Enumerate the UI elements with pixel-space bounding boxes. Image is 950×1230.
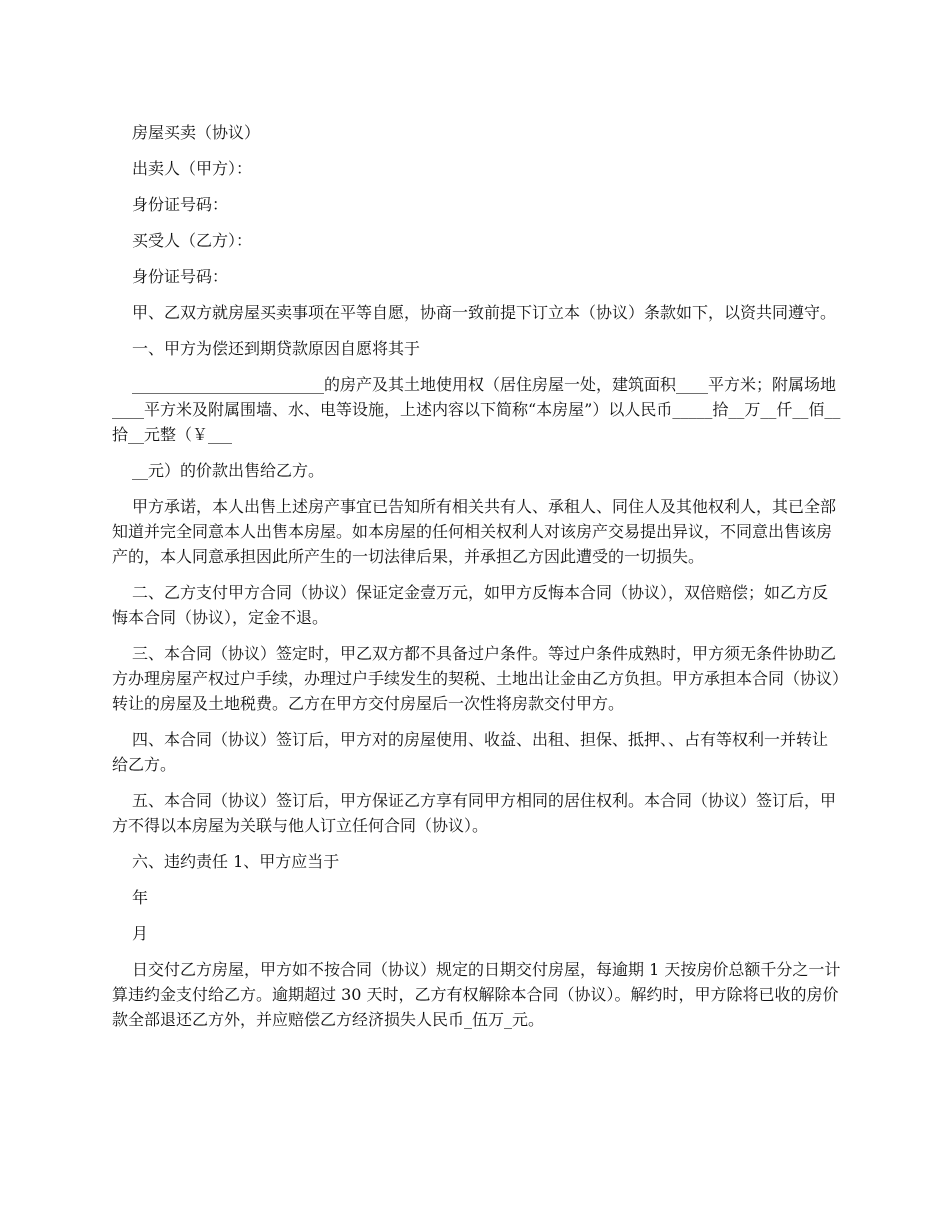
document-page: [112, 120, 842, 1043]
seller-id-label: 身份证号码：: [132, 195, 229, 214]
clause-3-transfer: 三、本合同（协议）签定时，甲乙双方都不具备过户条件。等过户条件成熟时，甲方须无条件协助乙方办理房屋产权过户手续，办理过户手续发生的契税、土地出让金由乙方负担。甲方承担本合同（协议）转让的房屋及土地税费。乙方在甲方交付房屋后一次性将房款交付甲方。: [112, 644, 841, 713]
buyer-id-label: 身份证号码：: [132, 267, 229, 286]
clause-1-property: ________________________的房产及其土地使用权（居住房屋一处，建筑面积____平方米；附属场地____平方米及附属围墙、水、电等设施，上述内容以下简称“本房屋”）以人民币_____拾__万__仟__佰__拾__元整（￥___: [112, 375, 841, 444]
preamble-paragraph: 甲、乙双方就房屋买卖事项在平等自愿，协商一致前提下订立本（协议）条款如下，以资共同遵守。: [132, 303, 837, 322]
buyer-label: 买受人（乙方）：: [132, 231, 253, 250]
clause-6-month: 月: [132, 924, 149, 943]
clause-6-liability: 六、违约责任 1、甲方应当于: [132, 852, 340, 871]
document-title: 房屋买卖（协议）: [132, 123, 261, 142]
seller-label: 出卖人（甲方）：: [132, 159, 253, 178]
clause-5-residence: 五、本合同（协议）签订后，甲方保证乙方享有同甲方相同的居住权利。本合同（协议）签订后，甲方不得以本房屋为关联与他人订立任何合同（协议）。: [112, 791, 837, 835]
clause-6-year: 年: [132, 888, 149, 907]
clause-4-rights: 四、本合同（协议）签订后，甲方对的房屋使用、收益、出租、担保、抵押、、占有等权利一并转让给乙方。: [112, 730, 829, 774]
clause-1-price: __元）的价款出售给乙方。: [132, 461, 325, 480]
clause-6-delivery: 日交付乙方房屋，甲方如不按合同（协议）规定的日期交付房屋，每逾期 1 天按房价总额千分之一计算违约金支付给乙方。逾期超过 30 天时，乙方有权解除本合同（协议）。解约时，甲方除将已收的房价款全部退还乙方外，并应赔偿乙方经济损失人民币_伍万_元。: [112, 960, 841, 1029]
clause-1-intro: 一、甲方为偿还到期贷款原因自愿将其于: [132, 339, 421, 358]
clause-2-deposit: 二、乙方支付甲方合同（协议）保证定金壹万元，如甲方反悔本合同（协议），双倍赔偿；如乙方反悔本合同（协议），定金不退。: [112, 583, 829, 627]
seller-promise-paragraph: 甲方承诺，本人出售上述房产事宜已告知所有相关共有人、承租人、同住人及其他权利人，其已全部知道并完全同意本人出售本房屋。如本房屋的任何相关权利人对该房产交易提出异议，不同意出售该房产的，本人同意承担因此所产生的一切法律后果，并承担乙方因此遭受的一切损失。: [112, 497, 837, 566]
